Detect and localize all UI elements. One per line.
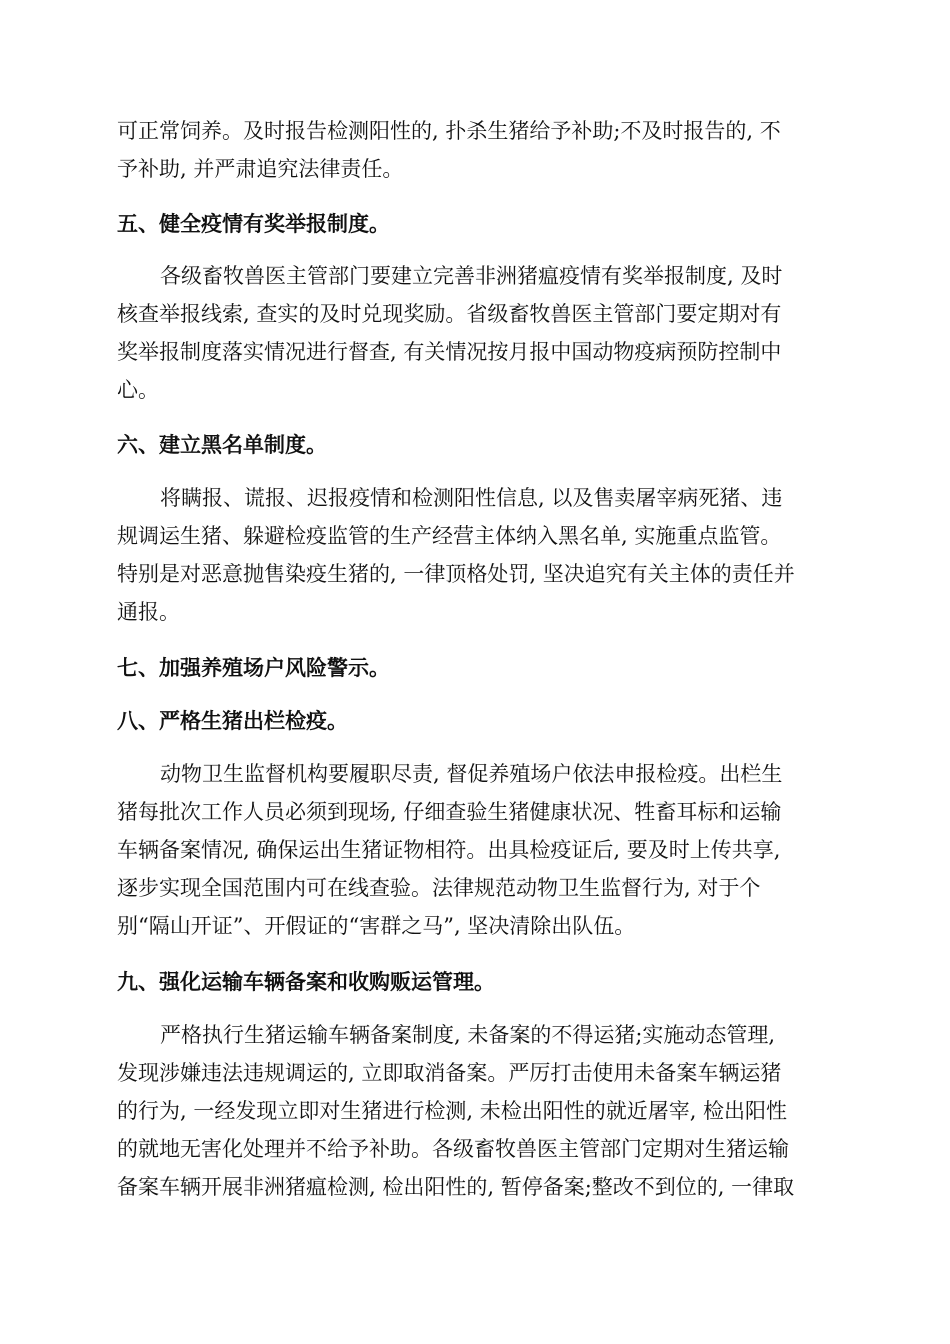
section-heading-8: 八、严格生猪出栏检疫。 (117, 709, 348, 733)
paragraph-line: 动物卫生监督机构要履职尽责, 督促养殖场户依法申报检疫。出栏生 (160, 762, 783, 786)
section-heading-9: 九、强化运输车辆备案和收购贩运管理。 (117, 970, 495, 994)
paragraph-line: 规调运生猪、躲避检疫监管的生产经营主体纳入黑名单, 实施重点监管。 (117, 524, 782, 548)
paragraph-line: 各级畜牧兽医主管部门要建立完善非洲猪瘟疫情有奖举报制度, 及时 (160, 264, 783, 288)
paragraph-line: 予补助, 并严肃追究法律责任。 (117, 157, 404, 181)
section-heading-7: 七、加强养殖场户风险警示。 (117, 656, 390, 680)
paragraph-line: 猪每批次工作人员必须到现场, 仔细查验生猪健康状况、牲畜耳标和运输 (117, 800, 782, 824)
paragraph-line: 可正常饲养。及时报告检测阳性的, 扑杀生猪给予补助;不及时报告的, 不 (117, 119, 781, 143)
paragraph-line: 严格执行生猪运输车辆备案制度, 未备案的不得运猪;实施动态管理, (160, 1023, 776, 1047)
paragraph-line: 特别是对恶意抛售染疫生猪的, 一律顶格处罚, 坚决追究有关主体的责任并 (117, 562, 795, 586)
paragraph-line: 核查举报线索, 查实的及时兑现奖励。省级畜牧兽医主管部门要定期对有 (117, 302, 782, 326)
section-heading-5: 五、健全疫情有奖举报制度。 (117, 212, 390, 236)
paragraph-line: 逐步实现全国范围内可在线查验。法律规范动物卫生监督行为, 对于个 (117, 876, 761, 900)
paragraph-line: 车辆备案情况, 确保运出生猪证物相符。出具检疫证后, 要及时上传共享, (117, 838, 781, 862)
paragraph-line: 通报。 (117, 600, 180, 624)
paragraph-line: 的行为, 一经发现立即对生猪进行检测, 未检出阳性的就近屠宰, 检出阳性 (117, 1099, 788, 1123)
paragraph-line: 备案车辆开展非洲猪瘟检测, 检出阳性的, 暂停备案;整改不到位的, 一律取 (117, 1175, 795, 1199)
paragraph-line: 将瞒报、谎报、迟报疫情和检测阳性信息, 以及售卖屠宰病死猪、违 (160, 486, 783, 510)
paragraph-line: 奖举报制度落实情况进行督查, 有关情况按月报中国动物疫病预防控制中 (117, 340, 782, 364)
section-heading-6: 六、建立黑名单制度。 (117, 433, 327, 457)
paragraph-line: 别“隔山开证”、开假证的“害群之马”, 坚决清除出队伍。 (117, 914, 636, 938)
paragraph-line: 发现涉嫌违法违规调运的, 立即取消备案。严厉打击使用未备案车辆运猪 (117, 1061, 782, 1085)
paragraph-line: 的就地无害化处理并不给予补助。各级畜牧兽医主管部门定期对生猪运输 (117, 1137, 789, 1161)
paragraph-line: 心。 (117, 378, 159, 402)
